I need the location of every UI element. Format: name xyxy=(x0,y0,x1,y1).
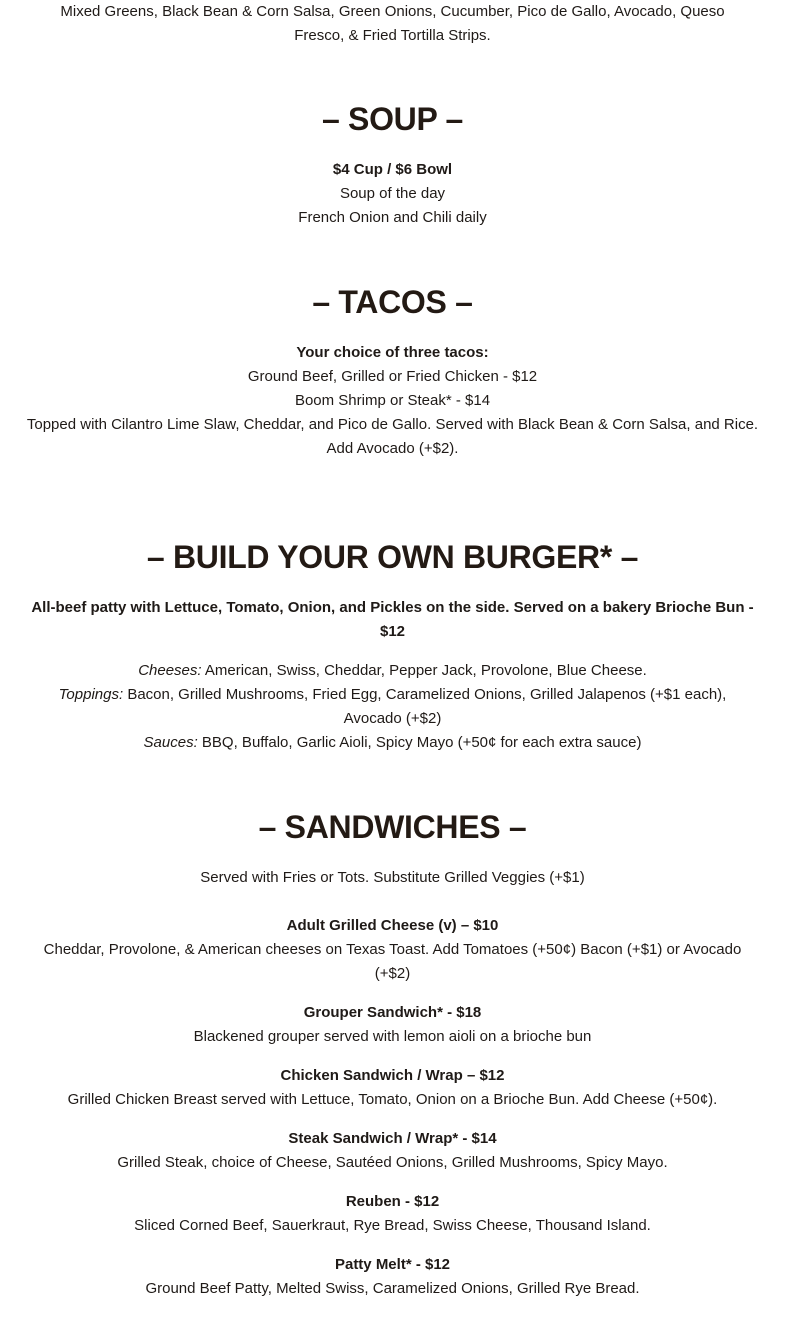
cheeses-label: Cheeses: xyxy=(138,662,202,679)
sandwich-item xyxy=(30,1190,755,1238)
sandwich-title: Reuben - $12 xyxy=(345,1193,440,1210)
sandwich-item xyxy=(30,1001,755,1049)
sandwich-item xyxy=(30,1253,755,1301)
burger-section xyxy=(30,596,755,644)
burger-heading: – BUILD YOUR OWN BURGER* – xyxy=(146,539,639,575)
tacos-section xyxy=(26,341,759,461)
sandwich-title: Adult Grilled Cheese (v) – $10 xyxy=(286,917,499,934)
sandwich-item xyxy=(30,1064,755,1112)
sandwich-desc: Cheddar, Provolone, & American cheeses on Texas Toast. Add Tomatoes (+50¢) Bacon (+$1) or Avocado (+$2) xyxy=(43,941,742,982)
soup-line: French Onion and Chili daily xyxy=(298,209,487,226)
tacos-intro: Your choice of three tacos: xyxy=(296,344,489,361)
soup-price: $4 Cup / $6 Bowl xyxy=(332,161,453,178)
sandwich-item xyxy=(30,914,755,986)
sandwich-title: Patty Melt* - $12 xyxy=(334,1256,451,1273)
sandwich-desc: Grilled Chicken Breast served with Lettuce, Tomato, Onion on a Brioche Bun. Add Cheese (+50¢). xyxy=(67,1091,718,1108)
sandwiches-intro-block xyxy=(30,866,755,890)
sandwich-title: Steak Sandwich / Wrap* - $14 xyxy=(288,1130,497,1147)
toppings-label: Toppings: xyxy=(58,686,124,703)
burger-sauces xyxy=(30,731,755,755)
soup-section xyxy=(30,158,755,230)
burger-toppings xyxy=(40,683,745,731)
tacos-heading: – TACOS – xyxy=(312,284,473,320)
burger-options xyxy=(30,659,755,755)
sandwich-title: Chicken Sandwich / Wrap – $12 xyxy=(280,1067,505,1084)
tacos-line: Boom Shrimp or Steak* - $14 xyxy=(294,392,491,409)
tacos-line: Add Avocado (+$2). xyxy=(326,440,459,457)
cheeses-list: American, Swiss, Cheddar, Pepper Jack, Provolone, Blue Cheese. xyxy=(204,662,647,679)
sauces-label: Sauces: xyxy=(143,734,198,751)
tacos-line: Ground Beef, Grilled or Fried Chicken - $12 xyxy=(247,368,538,385)
salad-description xyxy=(55,0,730,48)
burger-intro: All-beef patty with Lettuce, Tomato, Onion, and Pickles on the side. Served on a bakery Brioche Bun - $12 xyxy=(31,599,754,640)
soup-heading: – SOUP – xyxy=(321,101,464,137)
sandwich-title: Grouper Sandwich* - $18 xyxy=(303,1004,482,1021)
burger-cheeses xyxy=(30,659,755,683)
salad-ingredients: Mixed Greens, Black Bean & Corn Salsa, Green Onions, Cucumber, Pico de Gallo, Avocado, Queso Fresco, & Fried Tortilla Strips. xyxy=(60,3,725,44)
sauces-list: BBQ, Buffalo, Garlic Aioli, Spicy Mayo (+50¢ for each extra sauce) xyxy=(201,734,642,751)
sandwich-desc: Blackened grouper served with lemon aioli on a brioche bun xyxy=(193,1028,592,1045)
sandwiches-intro: Served with Fries or Tots. Substitute Grilled Veggies (+$1) xyxy=(200,869,585,886)
sandwich-desc: Ground Beef Patty, Melted Swiss, Caramelized Onions, Grilled Rye Bread. xyxy=(145,1280,640,1297)
toppings-list: Bacon, Grilled Mushrooms, Fried Egg, Caramelized Onions, Grilled Jalapenos (+$1 each), Avocado (+$2) xyxy=(127,686,727,727)
sandwich-item xyxy=(30,1127,755,1175)
sandwich-desc: Sliced Corned Beef, Sauerkraut, Rye Bread, Swiss Cheese, Thousand Island. xyxy=(134,1217,651,1234)
sandwiches-heading: – SANDWICHES – xyxy=(258,809,527,845)
soup-line: Soup of the day xyxy=(339,185,446,202)
tacos-line: Topped with Cilantro Lime Slaw, Cheddar, and Pico de Gallo. Served with Black Bean & Corn Salsa, and Rice. xyxy=(26,416,759,433)
sandwich-desc: Grilled Steak, choice of Cheese, Sautéed Onions, Grilled Mushrooms, Spicy Mayo. xyxy=(117,1154,668,1171)
